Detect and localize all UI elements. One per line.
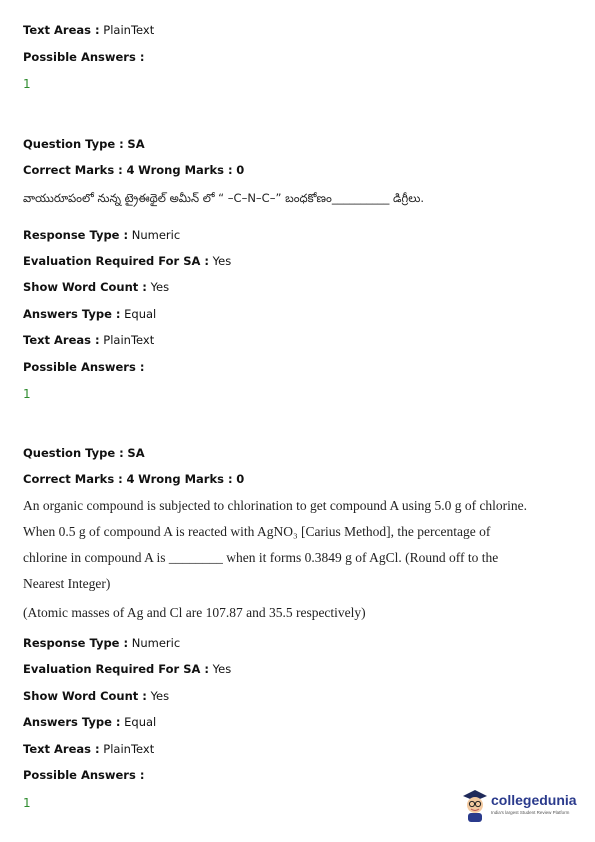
answers-type-row: Answers Type : Equal [23, 307, 157, 321]
response-type-value: Numeric [131, 228, 181, 242]
text-areas-row: Text Areas : PlainText [23, 333, 155, 347]
show-word-count-value: Yes [150, 689, 170, 703]
marks-row: Correct Marks : 4 Wrong Marks : 0 [23, 163, 245, 177]
logo-tagline: India's largest Student Review Platform [491, 810, 570, 815]
correct-marks-value: 4 [126, 163, 135, 177]
evaluation-required-value: Yes [212, 662, 232, 676]
question-type-value: SA [127, 137, 145, 151]
show-word-count-value: Yes [150, 280, 170, 294]
question-type-row: Question Type : SA [23, 137, 145, 151]
question-text-line: chlorine in compound A is ________ when it forms 0.3849 g of AgCl. (Round off to the [23, 550, 499, 565]
answer-value: 1 [23, 387, 31, 401]
text-areas-label: Text Areas : [23, 23, 100, 37]
answer-value: 1 [23, 77, 31, 91]
wrong-marks-value: 0 [236, 472, 245, 486]
possible-answers-label: Possible Answers : [23, 768, 145, 782]
question-type-row: Question Type : SA [23, 446, 145, 460]
show-word-count-row: Show Word Count : Yes [23, 689, 170, 703]
marks-row: Correct Marks : 4 Wrong Marks : 0 [23, 472, 245, 486]
answers-type-value: Equal [124, 715, 157, 729]
text-areas-value: PlainText [103, 742, 155, 756]
text-areas-row: Text Areas : PlainText [23, 742, 155, 756]
response-type-row: Response Type : Numeric [23, 636, 181, 650]
answer-value: 1 [23, 796, 31, 810]
text-areas-value: PlainText [103, 23, 155, 37]
answers-type-value: Equal [124, 307, 157, 321]
possible-answers-label: Possible Answers : [23, 360, 145, 374]
question-text-line: An organic compound is subjected to chlorination to get compound A using 5.0 g of chlorine. [23, 498, 528, 513]
evaluation-required-row: Evaluation Required For SA : Yes [23, 254, 232, 268]
question-type-value: SA [127, 446, 145, 460]
possible-answers-label: Possible Answers : [23, 50, 145, 64]
response-type-row: Response Type : Numeric [23, 228, 181, 242]
text-areas-row [23, 23, 154, 37]
question-text-line: Nearest Integer) [23, 576, 111, 591]
wrong-marks-value: 0 [236, 163, 245, 177]
question-text: వాయురూపంలో నున్న ట్రైఈథైల్ అమీన్ లో “ –C–N–C–” బంధకోణం__________ డిగ్రీలు. [23, 191, 425, 205]
evaluation-required-row: Evaluation Required For SA : Yes [23, 662, 232, 676]
show-word-count-row: Show Word Count : Yes [23, 280, 170, 294]
text-areas-value: PlainText [103, 333, 155, 347]
question-text-line: When 0.5 g of compound A is reacted with AgNO₃ [Carius Method], the percentage of [23, 524, 491, 539]
collegedunia-logo [461, 788, 581, 824]
evaluation-required-value: Yes [212, 254, 232, 268]
answers-type-row: Answers Type : Equal [23, 715, 157, 729]
response-type-value: Numeric [131, 636, 181, 650]
correct-marks-value: 4 [126, 472, 135, 486]
question-text-line: (Atomic masses of Ag and Cl are 107.87 and 35.5 respectively) [23, 605, 366, 620]
mascot-icon [461, 788, 489, 822]
logo-name: collegedunia [491, 792, 577, 808]
